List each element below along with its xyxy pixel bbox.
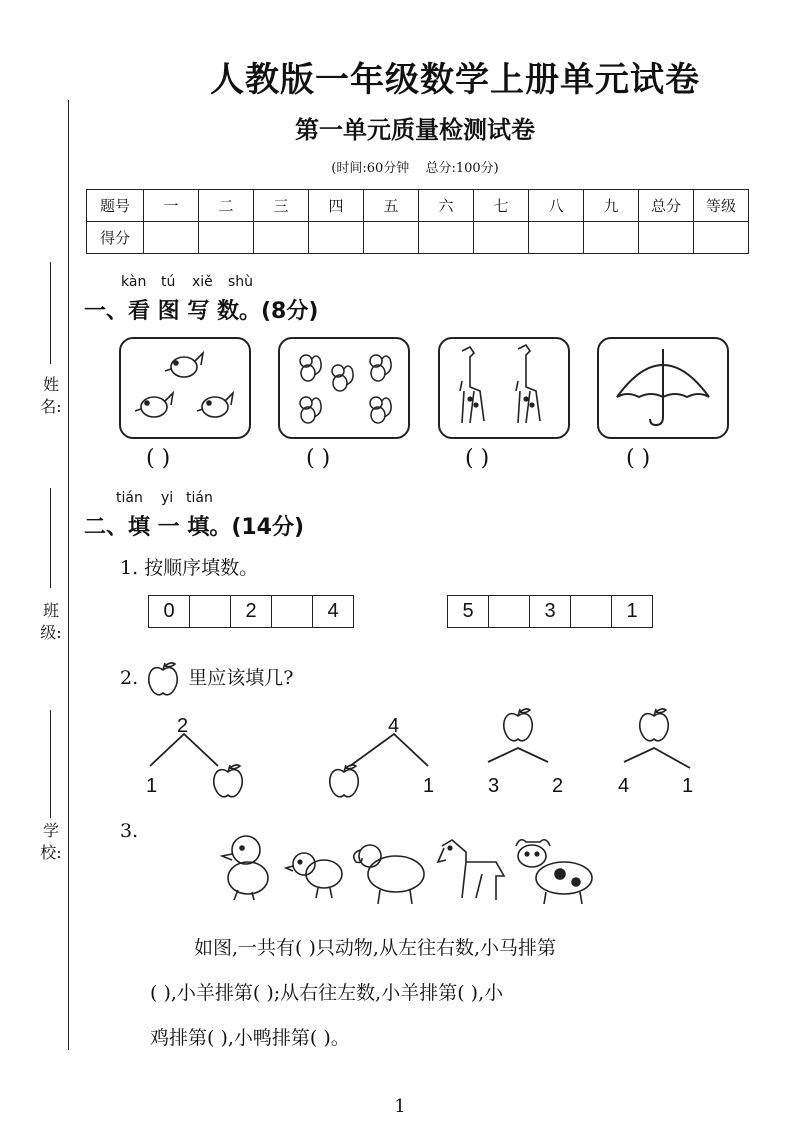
score-header-cell: 等级 [694,190,749,222]
sheep-icon [354,845,424,904]
score-cell[interactable] [639,222,694,254]
tree1-top: 2 [177,715,189,737]
score-cell[interactable] [199,222,254,254]
q1-label: 1. 按顺序填数。 [120,557,259,579]
answer-blank-birds[interactable]: ( ) [146,446,171,471]
seq-cell: 1 [611,596,652,627]
score-header-cell: 总分 [639,190,694,222]
exam-meta [0,157,800,176]
apple-icon [146,660,180,698]
score-header-cell: 四 [309,190,364,222]
tree4-left: 4 [618,775,630,797]
school-blank-line [50,710,51,818]
section1-pinyin-4: shù [228,274,254,290]
answer-blank-umbrella[interactable]: ( ) [626,446,651,471]
duck-icon [222,836,268,900]
score-cell[interactable] [419,222,474,254]
section2-title: 二、填 一 填。(14分) [84,515,305,540]
seq-cell: 5 [462,600,474,622]
section2-pinyin-3: tián [186,490,213,506]
seq-cell: 0 [163,600,175,622]
section2-pinyin-1: tián [116,490,143,506]
section1-pinyin-2: tú [161,274,176,290]
score-cell[interactable] [364,222,419,254]
score-header-cell: 五 [364,190,419,222]
score-cell[interactable] [694,222,749,254]
score-header-cell: 七 [474,190,529,222]
bird-group-icon [121,339,249,437]
name-label: 姓名: [40,375,62,416]
tree2-top: 4 [388,715,400,737]
exam-time: (时间:60分钟 [331,161,410,176]
sequence-boxes-a [148,595,354,628]
q3-line-2: ( ),小羊排第( );从右往左数,小羊排第( ),小 [150,982,504,1004]
section1-pinyin-3: xiě [192,274,213,290]
q3-line-1: 如图,一共有( )只动物,从左往右数,小马排第 [194,937,556,959]
q2-text: 里应该填几? [188,667,294,689]
q3-paragraph [150,926,750,1061]
seq-cell[interactable] [488,596,529,627]
picture-box-umbrella [597,337,729,439]
tree2-right: 1 [423,775,435,797]
seq-cell[interactable] [189,596,230,627]
horse-icon [438,840,504,900]
tree4-right: 1 [682,775,694,797]
giraffe-group-icon [440,339,568,437]
score-table [86,189,749,254]
page-number: 1 [394,1096,406,1117]
seq-cell[interactable] [570,596,611,627]
score-cell[interactable] [584,222,639,254]
cow-icon [516,840,592,904]
q3-line-3: 鸡排第( ),小鸭排第( )。 [150,1027,350,1049]
score-cell[interactable] [309,222,364,254]
binding-line [68,100,69,1050]
apple-icon[interactable] [214,765,242,797]
q2-label [120,660,293,698]
score-header-cell: 九 [584,190,639,222]
tree3-right: 2 [552,775,564,797]
seq-cell: 4 [312,596,353,627]
score-cell[interactable] [254,222,309,254]
seq-cell: 2 [230,596,271,627]
number-bond-diagrams [130,708,750,804]
answer-blank-giraffes[interactable]: ( ) [465,446,490,471]
seq-cell: 3 [529,596,570,627]
score-table-score-row [87,222,749,254]
squirrel-group-icon [280,339,408,437]
exam-total: 总分:100分) [425,161,499,176]
class-blank-line [50,488,51,588]
class-label: 班级: [40,601,62,642]
score-cell[interactable] [144,222,199,254]
apple-icon[interactable] [640,709,668,741]
score-header-cell: 二 [199,190,254,222]
score-header-cell: 一 [144,190,199,222]
score-table-header-row [87,190,749,222]
score-header-cell: 六 [419,190,474,222]
tree3-left: 3 [488,775,500,797]
school-label: 学校: [40,821,62,862]
chick-icon [286,853,342,898]
picture-box-birds [119,337,251,439]
score-header-cell: 三 [254,190,309,222]
animal-row [220,828,600,908]
section1-title: 一、看 图 写 数。(8分) [84,299,319,324]
apple-icon[interactable] [330,765,358,797]
score-cell[interactable] [529,222,584,254]
name-blank-line [50,262,51,364]
sequence-boxes-b [447,595,653,628]
score-header-cell: 题号 [87,190,144,222]
umbrella-icon [599,339,727,437]
score-row-label: 得分 [87,222,144,254]
picture-box-giraffes [438,337,570,439]
sub-title: 第一单元质量检测试卷 [295,115,535,144]
score-cell[interactable] [474,222,529,254]
q3-label: 3. [120,820,139,842]
answer-blank-squirrels[interactable]: ( ) [306,446,331,471]
section1-pinyin-1: kàn [121,274,147,290]
tree1-left: 1 [146,775,158,797]
seq-cell[interactable] [271,596,312,627]
q2-number: 2. [120,667,139,689]
apple-icon[interactable] [504,709,532,741]
picture-box-squirrels [278,337,410,439]
main-title: 人教版一年级数学上册单元试卷 [210,60,700,100]
section2-pinyin-2: yi [161,490,174,506]
score-header-cell: 八 [529,190,584,222]
